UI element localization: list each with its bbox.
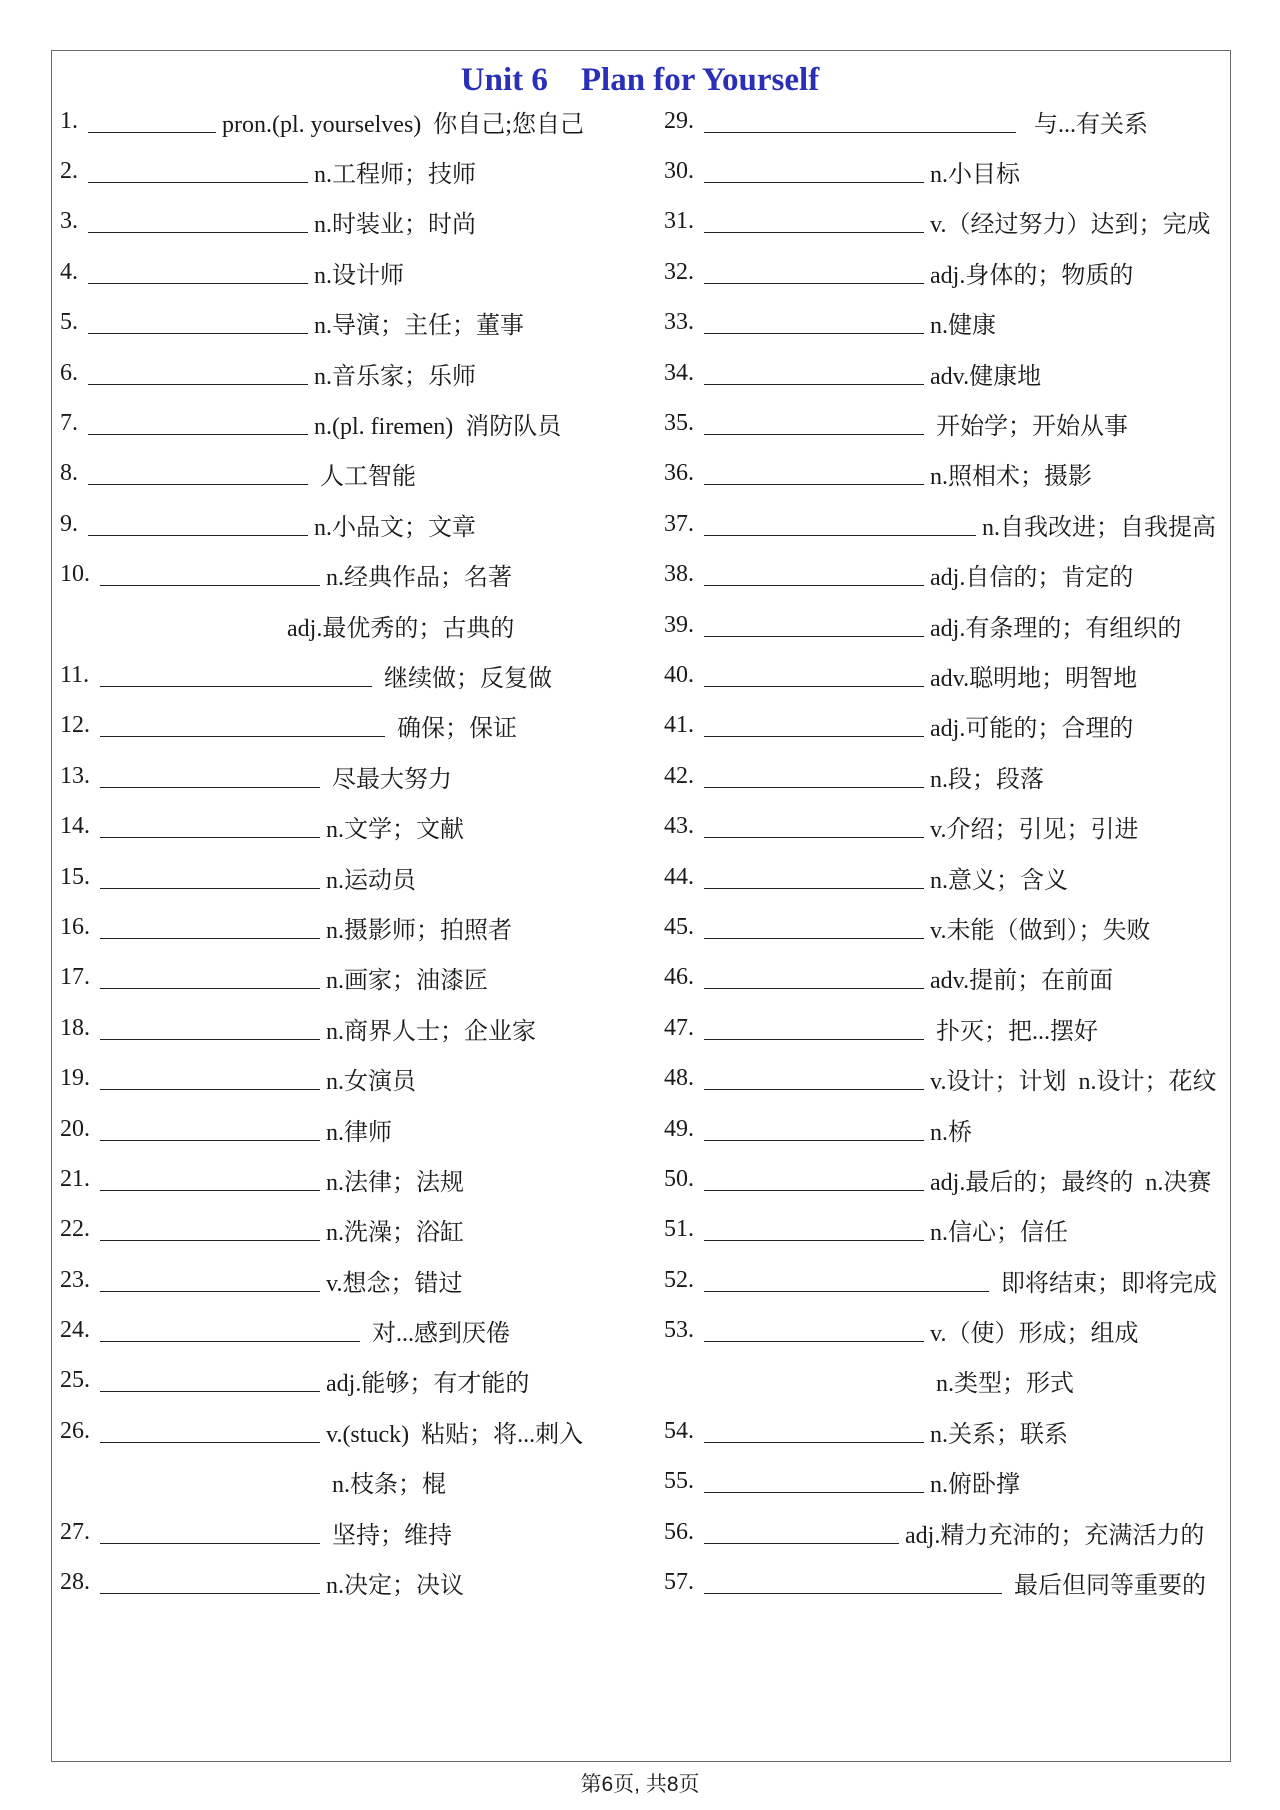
answer-blank[interactable] <box>704 1017 924 1040</box>
answer-blank[interactable] <box>88 210 308 233</box>
answer-blank[interactable] <box>100 1218 320 1241</box>
item-meaning: v.想念；错过 <box>326 1270 463 1297</box>
vocab-item <box>60 1356 630 1406</box>
vocab-item <box>664 449 1224 499</box>
answer-blank[interactable] <box>704 1218 924 1241</box>
item-meaning: n.决定；决议 <box>326 1573 464 1600</box>
vocab-item <box>664 499 1224 549</box>
answer-blank[interactable] <box>704 563 924 586</box>
vocab-item <box>60 751 630 801</box>
answer-blank[interactable] <box>704 1319 924 1342</box>
answer-blank[interactable] <box>704 714 924 737</box>
vocab-item <box>60 550 630 600</box>
item-meaning: 继续做；反复做 <box>378 665 552 692</box>
item-number: 46. <box>664 964 694 991</box>
answer-blank[interactable] <box>100 664 372 687</box>
item-number: 33. <box>664 309 694 336</box>
item-meaning: n.类型；形式 <box>936 1371 1074 1398</box>
vocab-item <box>664 902 1224 952</box>
item-meaning: 最后但同等重要的 <box>1008 1573 1206 1600</box>
answer-blank[interactable] <box>704 311 924 334</box>
answer-blank[interactable] <box>100 1118 320 1141</box>
vocab-item <box>664 398 1224 448</box>
item-number: 7. <box>60 410 78 437</box>
vocab-item <box>60 701 630 751</box>
vocab-item <box>664 1053 1224 1103</box>
item-meaning: n.音乐家；乐师 <box>314 363 476 390</box>
answer-blank[interactable] <box>100 1269 320 1292</box>
item-meaning: n.法律；法规 <box>326 1169 464 1196</box>
answer-blank[interactable] <box>704 210 924 233</box>
vocab-item <box>664 146 1224 196</box>
item-number: 6. <box>60 359 78 386</box>
item-number: 25. <box>60 1367 90 1394</box>
item-meaning: adv.提前；在前面 <box>930 968 1114 995</box>
answer-blank[interactable] <box>100 916 320 939</box>
vocab-item <box>664 247 1224 297</box>
item-number: 51. <box>664 1216 694 1243</box>
answer-blank[interactable] <box>100 966 320 989</box>
item-number: 9. <box>60 510 78 537</box>
item-meaning: v.设计；计划 n.设计；花纹 <box>930 1069 1217 1096</box>
item-meaning: v.（使）形成；组成 <box>930 1321 1139 1348</box>
item-meaning: 人工智能 <box>314 464 416 491</box>
answer-blank[interactable] <box>100 1319 360 1342</box>
item-number: 49. <box>664 1115 694 1142</box>
answer-blank[interactable] <box>704 261 924 284</box>
answer-blank[interactable] <box>100 866 320 889</box>
vocab-item <box>60 953 630 1003</box>
answer-blank[interactable] <box>100 1168 320 1191</box>
answer-blank[interactable] <box>704 1571 1002 1594</box>
item-number: 4. <box>60 258 78 285</box>
vocab-item <box>60 801 630 851</box>
item-number: 39. <box>664 611 694 638</box>
vocab-item <box>60 852 630 902</box>
answer-blank[interactable] <box>704 412 924 435</box>
answer-blank[interactable] <box>704 916 924 939</box>
item-number: 2. <box>60 158 78 185</box>
item-number: 1. <box>60 107 78 134</box>
answer-blank[interactable] <box>100 765 320 788</box>
item-meaning: 确保；保证 <box>391 716 517 743</box>
item-meaning: adj.最优秀的；古典的 <box>287 615 515 642</box>
answer-blank[interactable] <box>704 966 924 989</box>
vocab-item <box>664 1205 1224 1255</box>
item-meaning: n.(pl. firemen) 消防队员 <box>314 414 562 441</box>
answer-blank[interactable] <box>704 1420 924 1443</box>
item-meaning: adv.聪明地；明智地 <box>930 665 1138 692</box>
item-number: 52. <box>664 1266 694 1293</box>
item-number: 21. <box>60 1165 90 1192</box>
vocab-item <box>60 499 630 549</box>
answer-blank[interactable] <box>100 563 320 586</box>
vocab-item <box>664 1255 1224 1305</box>
item-number: 20. <box>60 1115 90 1142</box>
vocab-column-left <box>60 96 630 1608</box>
vocab-item <box>60 1053 630 1103</box>
answer-blank[interactable] <box>704 866 924 889</box>
item-number: 56. <box>664 1518 694 1545</box>
item-number: 40. <box>664 661 694 688</box>
item-meaning: n.运动员 <box>326 867 416 894</box>
vocab-item <box>60 1457 630 1507</box>
item-number: 15. <box>60 863 90 890</box>
vocab-item <box>664 751 1224 801</box>
item-meaning: n.时装业；时尚 <box>314 212 476 239</box>
item-meaning: n.律师 <box>326 1119 392 1146</box>
item-meaning: n.女演员 <box>326 1069 416 1096</box>
item-meaning: v.（经过努力）达到；完成 <box>930 212 1211 239</box>
vocab-item <box>664 1305 1224 1355</box>
item-number: 45. <box>664 913 694 940</box>
answer-blank[interactable] <box>100 1067 320 1090</box>
item-meaning: n.段；段落 <box>930 766 1044 793</box>
item-number: 41. <box>664 712 694 739</box>
vocab-item <box>664 197 1224 247</box>
item-meaning: n.经典作品；名著 <box>326 565 512 592</box>
item-number: 50. <box>664 1165 694 1192</box>
item-number: 10. <box>60 561 90 588</box>
vocab-item <box>60 398 630 448</box>
vocab-item <box>60 902 630 952</box>
vocab-item <box>60 1154 630 1204</box>
item-number: 8. <box>60 460 78 487</box>
answer-blank[interactable] <box>88 462 308 485</box>
item-number: 5. <box>60 309 78 336</box>
vocab-item <box>60 247 630 297</box>
vocab-item <box>664 701 1224 751</box>
vocab-item <box>60 600 630 650</box>
item-number: 28. <box>60 1569 90 1596</box>
item-meaning: 即将结束；即将完成 <box>995 1270 1217 1297</box>
item-meaning: n.信心；信任 <box>930 1220 1068 1247</box>
item-number: 43. <box>664 813 694 840</box>
answer-blank[interactable] <box>88 513 308 536</box>
vocab-item <box>664 1557 1224 1607</box>
item-number: 35. <box>664 410 694 437</box>
item-meaning: 与...有关系 <box>1022 111 1148 138</box>
vocab-item <box>664 1154 1224 1204</box>
item-meaning: adj.可能的；合理的 <box>930 716 1134 743</box>
answer-blank[interactable] <box>704 160 924 183</box>
item-number: 30. <box>664 158 694 185</box>
item-meaning: adj.最后的；最终的 n.决赛 <box>930 1169 1212 1196</box>
item-number: 23. <box>60 1266 90 1293</box>
vocab-item <box>664 1104 1224 1154</box>
item-number: 55. <box>664 1468 694 1495</box>
item-number: 27. <box>60 1518 90 1545</box>
vocab-item <box>664 600 1224 650</box>
answer-blank[interactable] <box>88 110 216 133</box>
item-meaning: adj.有条理的；有组织的 <box>930 615 1182 642</box>
answer-blank[interactable] <box>704 1118 924 1141</box>
item-meaning: adj.身体的；物质的 <box>930 262 1134 289</box>
page-footer: 第6页, 共8页 <box>580 1773 700 1796</box>
item-meaning: n.关系；联系 <box>930 1421 1068 1448</box>
item-meaning: n.意义；含义 <box>930 867 1068 894</box>
item-number: 34. <box>664 359 694 386</box>
item-number: 44. <box>664 863 694 890</box>
item-meaning: 扑灭；把...摆好 <box>930 1018 1098 1045</box>
vocab-item <box>664 1457 1224 1507</box>
item-meaning: n.自我改进；自我提高 <box>982 514 1216 541</box>
item-number: 18. <box>60 1014 90 1041</box>
vocab-item <box>60 1406 630 1456</box>
vocab-item <box>60 1104 630 1154</box>
item-meaning: n.商界人士；企业家 <box>326 1018 536 1045</box>
item-number: 12. <box>60 712 90 739</box>
answer-blank[interactable] <box>704 664 924 687</box>
answer-blank[interactable] <box>100 1017 320 1040</box>
item-meaning: 开始学；开始从事 <box>930 414 1128 441</box>
item-number: 17. <box>60 964 90 991</box>
page-title: Unit 6 Plan for Yourself <box>460 62 820 98</box>
vocab-item <box>60 197 630 247</box>
item-meaning: v.(stuck) 粘贴；将...刺入 <box>326 1421 584 1448</box>
vocab-item <box>60 1255 630 1305</box>
answer-blank[interactable] <box>704 1067 924 1090</box>
vocab-item <box>60 298 630 348</box>
answer-blank[interactable] <box>704 1521 899 1544</box>
item-meaning: adv.健康地 <box>930 363 1042 390</box>
vocab-item <box>664 1003 1224 1053</box>
item-meaning: n.摄影师；拍照者 <box>326 917 512 944</box>
answer-blank[interactable] <box>100 1420 320 1443</box>
item-number: 14. <box>60 813 90 840</box>
vocab-item <box>664 953 1224 1003</box>
answer-blank[interactable] <box>704 1168 924 1191</box>
item-meaning: n.画家；油漆匠 <box>326 968 488 995</box>
item-number: 3. <box>60 208 78 235</box>
answer-blank[interactable] <box>704 815 924 838</box>
vocab-item <box>664 650 1224 700</box>
answer-blank[interactable] <box>704 462 924 485</box>
item-meaning: n.健康 <box>930 313 996 340</box>
answer-blank[interactable] <box>704 765 924 788</box>
item-meaning: n.导演；主任；董事 <box>314 313 524 340</box>
item-meaning: v.未能（做到）；失败 <box>930 917 1151 944</box>
item-number: 22. <box>60 1216 90 1243</box>
vocab-item <box>664 348 1224 398</box>
item-number: 13. <box>60 762 90 789</box>
vocab-item <box>664 298 1224 348</box>
item-number: 57. <box>664 1569 694 1596</box>
item-meaning: n.枝条；棍 <box>332 1472 446 1499</box>
item-number: 42. <box>664 762 694 789</box>
vocab-item <box>60 1205 630 1255</box>
answer-blank[interactable] <box>100 714 385 737</box>
item-number: 31. <box>664 208 694 235</box>
item-number: 54. <box>664 1417 694 1444</box>
item-number: 11. <box>60 661 90 688</box>
vocab-item <box>664 852 1224 902</box>
answer-blank[interactable] <box>88 412 308 435</box>
answer-blank[interactable] <box>88 160 308 183</box>
item-meaning: pron.(pl. yourselves) 你自己;您自己 <box>222 111 584 138</box>
vocab-item <box>664 96 1224 146</box>
vocab-item <box>60 650 630 700</box>
item-meaning: n.桥 <box>930 1119 972 1146</box>
item-meaning: n.小品文；文章 <box>314 514 476 541</box>
answer-blank[interactable] <box>704 614 924 637</box>
answer-blank[interactable] <box>100 815 320 838</box>
item-meaning: adj.能够；有才能的 <box>326 1371 530 1398</box>
answer-blank[interactable] <box>100 1369 320 1392</box>
vocab-item <box>60 1507 630 1557</box>
answer-blank[interactable] <box>704 513 976 536</box>
answer-blank[interactable] <box>704 1269 989 1292</box>
vocab-column-right <box>664 96 1224 1608</box>
vocab-item <box>664 801 1224 851</box>
vocab-item <box>664 1356 1224 1406</box>
item-number: 26. <box>60 1417 90 1444</box>
answer-blank[interactable] <box>704 110 1016 133</box>
vocab-item <box>60 96 630 146</box>
item-meaning: n.俯卧撑 <box>930 1472 1020 1499</box>
answer-blank[interactable] <box>88 261 308 284</box>
vocab-item <box>60 1003 630 1053</box>
answer-blank[interactable] <box>88 311 308 334</box>
item-meaning: n.工程师；技师 <box>314 162 476 189</box>
answer-blank[interactable] <box>100 1571 320 1594</box>
item-meaning: n.文学；文献 <box>326 817 464 844</box>
item-number: 32. <box>664 258 694 285</box>
item-number: 53. <box>664 1317 694 1344</box>
answer-blank[interactable] <box>704 362 924 385</box>
item-number: 19. <box>60 1065 90 1092</box>
vocab-item <box>60 1557 630 1607</box>
item-number: 47. <box>664 1014 694 1041</box>
item-meaning: 尽最大努力 <box>326 766 452 793</box>
item-meaning: n.洗澡；浴缸 <box>326 1220 464 1247</box>
item-meaning: adj.自信的；肯定的 <box>930 565 1134 592</box>
vocab-item <box>60 449 630 499</box>
item-number: 24. <box>60 1317 90 1344</box>
item-meaning: n.照相术；摄影 <box>930 464 1092 491</box>
vocab-item <box>664 1406 1224 1456</box>
item-number: 38. <box>664 561 694 588</box>
item-number: 16. <box>60 913 90 940</box>
item-meaning: n.小目标 <box>930 162 1020 189</box>
item-number: 37. <box>664 510 694 537</box>
item-number: 48. <box>664 1065 694 1092</box>
vocab-item <box>60 146 630 196</box>
item-meaning: n.设计师 <box>314 262 404 289</box>
item-meaning: adj.精力充沛的；充满活力的 <box>905 1522 1205 1549</box>
vocab-item <box>60 1305 630 1355</box>
answer-blank[interactable] <box>100 1521 320 1544</box>
answer-blank[interactable] <box>704 1470 924 1493</box>
answer-blank[interactable] <box>88 362 308 385</box>
vocab-item <box>664 1507 1224 1557</box>
vocab-item <box>60 348 630 398</box>
item-number: 36. <box>664 460 694 487</box>
item-meaning: v.介绍；引见；引进 <box>930 817 1139 844</box>
item-meaning: 坚持；维持 <box>326 1522 452 1549</box>
item-number: 29. <box>664 107 694 134</box>
item-meaning: 对...感到厌倦 <box>366 1321 510 1348</box>
vocab-item <box>664 550 1224 600</box>
